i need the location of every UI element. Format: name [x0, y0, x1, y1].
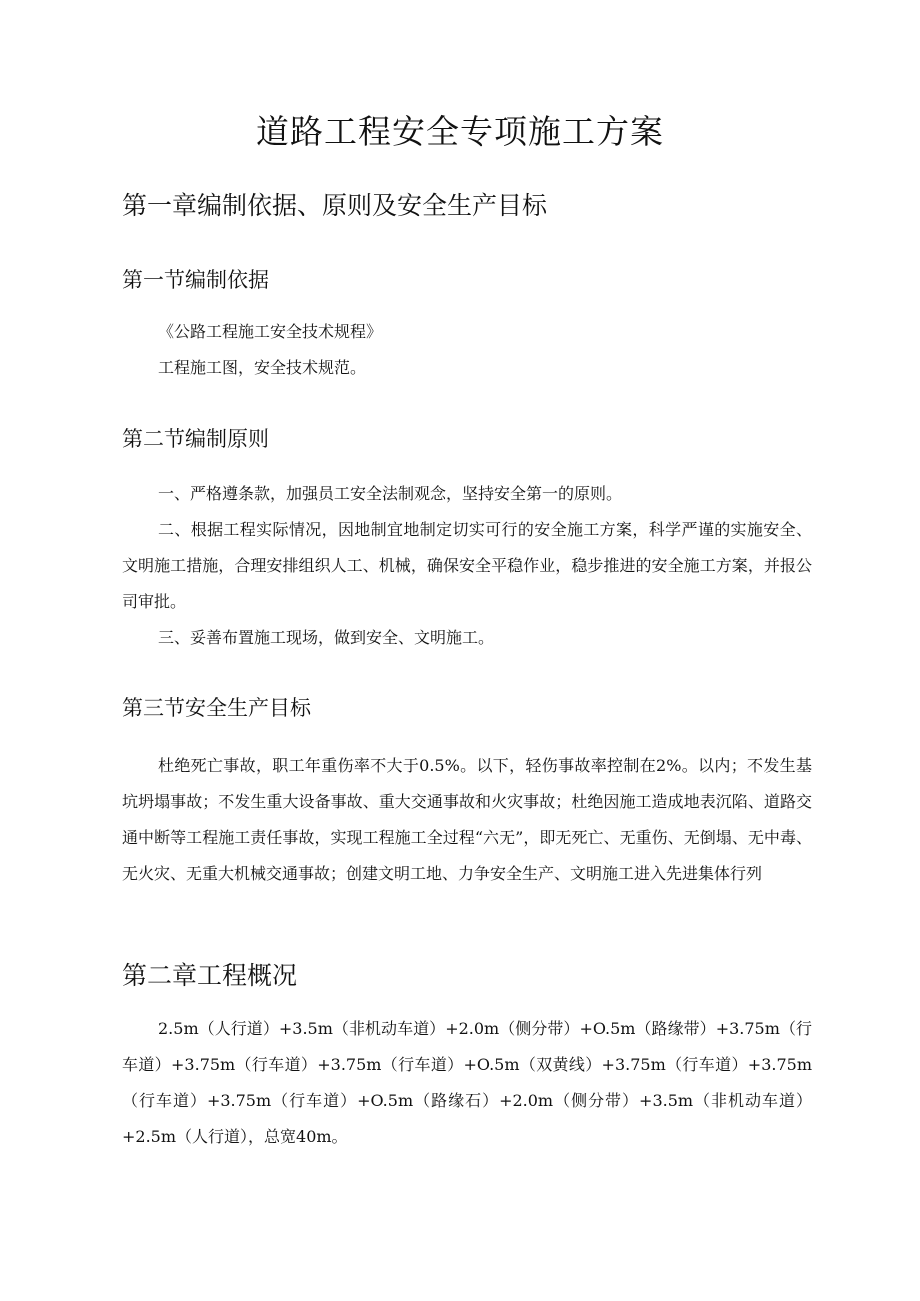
principle-paragraph: 一、严格遵条款，加强员工安全法制观念，坚持安全第一的原则。 — [158, 484, 623, 503]
chapter-1-heading: 第一章编制依据、原则及安全生产目标 — [122, 191, 548, 220]
section-3-heading: 第三节安全生产目标 — [122, 696, 311, 720]
reference-item: 工程施工图，安全技术规范。 — [158, 358, 367, 377]
principle-paragraph: 三、妥善布置施工现场，做到安全、文明施工。 — [158, 628, 495, 647]
overview-paragraph: 2.5m（人行道）+3.5m（非机动车道）+2.0m（侧分带）+O.5m（路缘带）+3.75m（行车道）+3.75m（行车道）+3.75m（行车道）+O.5m（双黄线）+3.75m（行车道）+3.75m（行车道）+3.75m（行车道）+O.5m（路缘石）+2.0m（侧分带）+3.5m（非机动车道）+2.5m（人行道），总宽40m。 — [122, 1019, 812, 1146]
chapter-2-heading: 第二章工程概况 — [122, 961, 298, 990]
document-title: 道路工程安全专项施工方案 — [256, 112, 664, 151]
principle-paragraph: 二、根据工程实际情况，因地制宜地制定切实可行的安全施工方案，科学严谨的实施安全、文明施工措施，合理安排组织人工、机械，确保安全平稳作业，稳步推进的安全施工方案，并报公司审批。 — [122, 520, 812, 611]
section-2-heading: 第二节编制原则 — [122, 427, 269, 451]
safety-goal-paragraph: 杜绝死亡事故，职工年重伤率不大于0.5%。以下，轻伤事故率控制在2%。以内；不发生基坑坍塌事故；不发生重大设备事故、重大交通事故和火灾事故；杜绝因施工造成地表沉陷、道路交通中断等工程施工责任事故，实现工程施工全过程“六无”，即无死亡、无重伤、无倒塌、无中毒、无火灾、无重大机械交通事故；创建文明工地、力争安全生产、文明施工进入先进集体行列 — [122, 756, 812, 883]
section-1-heading: 第一节编制依据 — [122, 268, 269, 292]
reference-item: 《公路工程施工安全技术规程》 — [158, 322, 383, 341]
